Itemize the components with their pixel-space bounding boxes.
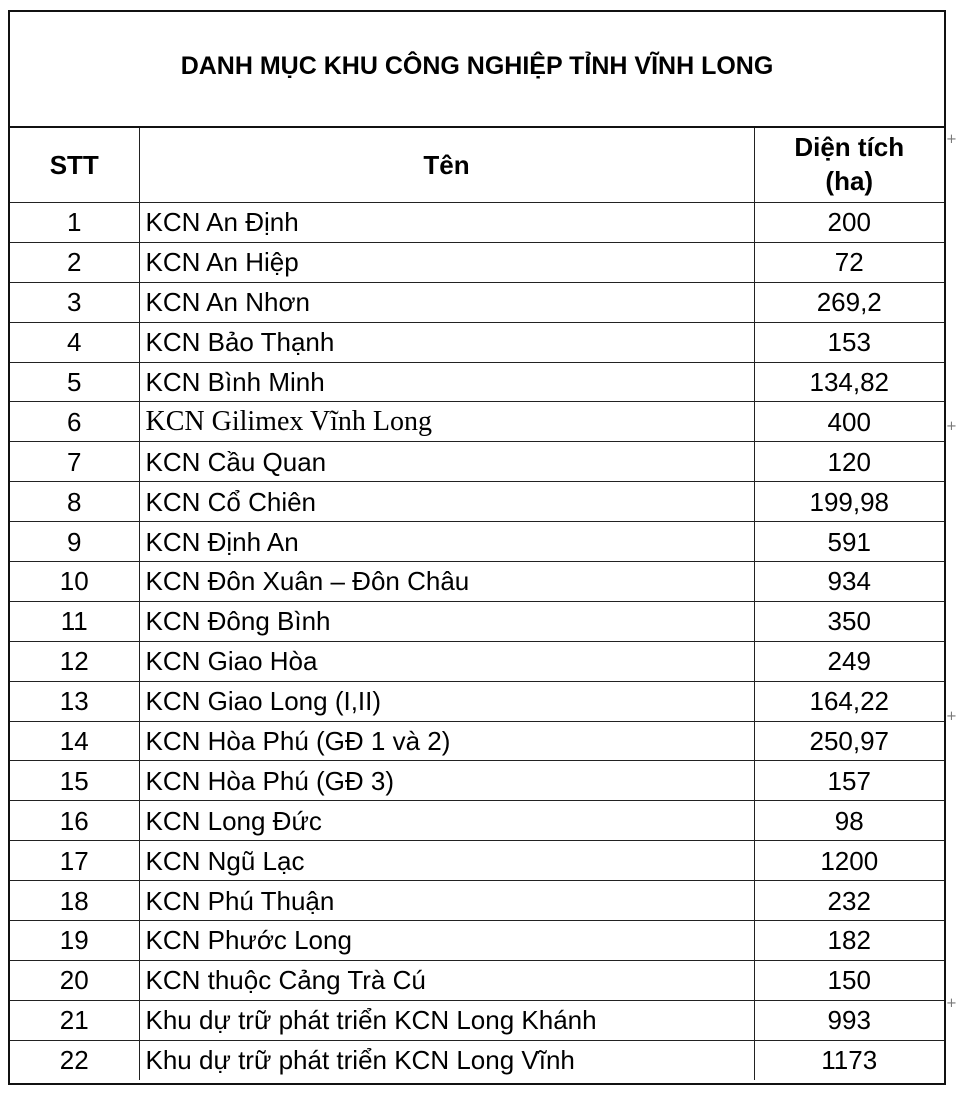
row-stt-cell: 17 — [10, 841, 139, 881]
row-stt-cell: 6 — [10, 402, 139, 442]
row-area-cell: 72 — [754, 242, 944, 282]
cell-marker-plus: + — [946, 709, 957, 724]
row-name-cell: KCN An Định — [139, 203, 754, 243]
table-row — [10, 1040, 944, 1079]
cell-marker-plus: + — [946, 132, 957, 147]
table-row — [10, 1000, 944, 1040]
column-header-area — [754, 128, 944, 203]
row-name-cell: KCN Bảo Thạnh — [139, 322, 754, 362]
table-row — [10, 242, 944, 282]
row-name-cell: KCN Phước Long — [139, 921, 754, 961]
table-row — [10, 362, 944, 402]
row-stt-cell: 1 — [10, 203, 139, 243]
row-area-cell: 1173 — [754, 1040, 944, 1079]
row-area-cell: 182 — [754, 921, 944, 961]
row-stt-cell: 10 — [10, 562, 139, 602]
row-area-cell: 164,22 — [754, 681, 944, 721]
row-stt-cell: 8 — [10, 482, 139, 522]
industrial-zone-table-sheet — [8, 10, 946, 1085]
row-stt-cell: 20 — [10, 960, 139, 1000]
row-stt-cell: 21 — [10, 1000, 139, 1040]
table-body — [10, 203, 944, 1080]
row-name-cell: KCN Long Đức — [139, 801, 754, 841]
cell-marker-plus: + — [946, 996, 957, 1011]
table-row — [10, 681, 944, 721]
table-row — [10, 562, 944, 602]
row-area-cell: 199,98 — [754, 482, 944, 522]
table-row — [10, 960, 944, 1000]
table-row — [10, 881, 944, 921]
row-name-cell: KCN thuộc Cảng Trà Cú — [139, 960, 754, 1000]
row-name-cell: KCN An Hiệp — [139, 242, 754, 282]
table-row — [10, 761, 944, 801]
table-header-row — [10, 128, 944, 203]
row-stt-cell: 4 — [10, 322, 139, 362]
table-row — [10, 601, 944, 641]
document-title: DANH MỤC KHU CÔNG NGHIỆP TỈNH VĨNH LONG — [10, 12, 944, 128]
table-row — [10, 641, 944, 681]
row-name-cell: KCN Cổ Chiên — [139, 482, 754, 522]
row-name-cell: KCN Phú Thuận — [139, 881, 754, 921]
row-name-cell: KCN Hòa Phú (GĐ 3) — [139, 761, 754, 801]
row-name-cell: Khu dự trữ phát triển KCN Long Vĩnh — [139, 1040, 754, 1079]
row-area-cell: 1200 — [754, 841, 944, 881]
row-stt-cell: 12 — [10, 641, 139, 681]
row-stt-cell: 9 — [10, 522, 139, 562]
row-area-cell: 134,82 — [754, 362, 944, 402]
row-name-cell: KCN Gilimex Vĩnh Long — [139, 402, 754, 442]
row-area-cell: 250,97 — [754, 721, 944, 761]
row-stt-cell: 18 — [10, 881, 139, 921]
row-stt-cell: 5 — [10, 362, 139, 402]
row-name-cell: Khu dự trữ phát triển KCN Long Khánh — [139, 1000, 754, 1040]
row-area-cell: 232 — [754, 881, 944, 921]
table-row — [10, 442, 944, 482]
row-stt-cell: 15 — [10, 761, 139, 801]
row-area-cell: 269,2 — [754, 282, 944, 322]
row-stt-cell: 7 — [10, 442, 139, 482]
row-name-cell: KCN Bình Minh — [139, 362, 754, 402]
column-header-name: Tên — [139, 128, 754, 203]
table-row — [10, 921, 944, 961]
table-row — [10, 282, 944, 322]
row-area-cell: 249 — [754, 641, 944, 681]
row-name-cell: KCN Định An — [139, 522, 754, 562]
table-row — [10, 322, 944, 362]
row-name-cell: KCN An Nhơn — [139, 282, 754, 322]
industrial-zone-table — [10, 128, 944, 1080]
row-name-cell: KCN Ngũ Lạc — [139, 841, 754, 881]
row-area-cell: 157 — [754, 761, 944, 801]
row-area-cell: 200 — [754, 203, 944, 243]
row-area-cell: 400 — [754, 402, 944, 442]
row-area-cell: 591 — [754, 522, 944, 562]
table-row — [10, 801, 944, 841]
row-name-cell: KCN Cầu Quan — [139, 442, 754, 482]
column-header-stt: STT — [10, 128, 139, 203]
table-row — [10, 841, 944, 881]
column-header-area-label: Diện tích (ha) — [794, 132, 905, 196]
row-stt-cell: 2 — [10, 242, 139, 282]
row-area-cell: 98 — [754, 801, 944, 841]
cell-marker-plus: + — [946, 419, 957, 434]
row-stt-cell: 19 — [10, 921, 139, 961]
row-stt-cell: 22 — [10, 1040, 139, 1079]
row-name-cell: KCN Đôn Xuân – Đôn Châu — [139, 562, 754, 602]
row-name-cell: KCN Hòa Phú (GĐ 1 và 2) — [139, 721, 754, 761]
table-row — [10, 721, 944, 761]
row-area-cell: 934 — [754, 562, 944, 602]
row-stt-cell: 16 — [10, 801, 139, 841]
row-stt-cell: 3 — [10, 282, 139, 322]
table-row — [10, 522, 944, 562]
row-stt-cell: 13 — [10, 681, 139, 721]
table-row — [10, 203, 944, 243]
row-name-cell: KCN Giao Hòa — [139, 641, 754, 681]
table-row — [10, 482, 944, 522]
row-area-cell: 120 — [754, 442, 944, 482]
row-area-cell: 153 — [754, 322, 944, 362]
row-name-cell: KCN Đông Bình — [139, 601, 754, 641]
row-area-cell: 350 — [754, 601, 944, 641]
row-area-cell: 150 — [754, 960, 944, 1000]
row-area-cell: 993 — [754, 1000, 944, 1040]
row-stt-cell: 14 — [10, 721, 139, 761]
table-row — [10, 402, 944, 442]
row-stt-cell: 11 — [10, 601, 139, 641]
row-name-cell: KCN Giao Long (I,II) — [139, 681, 754, 721]
